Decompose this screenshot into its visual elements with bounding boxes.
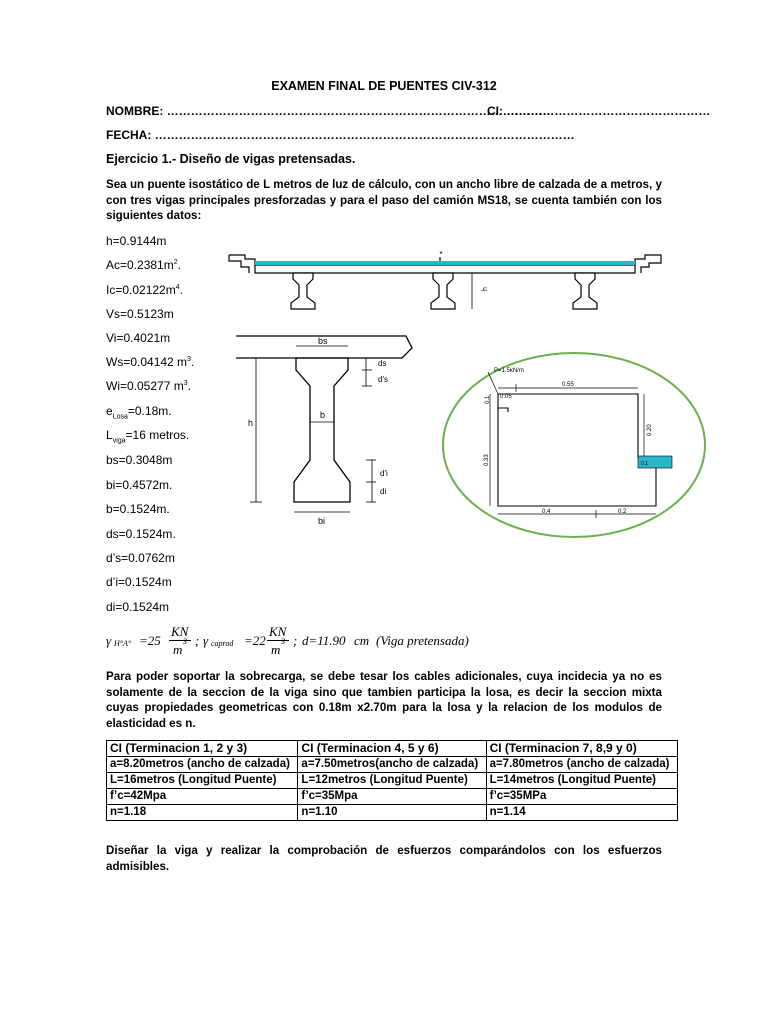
table-cell: f’c=35Mpa — [298, 789, 486, 805]
label-ds: ds — [378, 359, 387, 368]
data-wi: Wi=0.05277 $m^3$. — [106, 379, 191, 393]
depth-label: h — [482, 287, 489, 291]
table-cell: L=12metros (Longitud Puente) — [298, 773, 486, 789]
exercise-heading: Ejercicio 1.- Diseño de vigas pretensadas. — [106, 152, 356, 166]
label-h: h — [248, 418, 254, 428]
data-lviga: $L_{viga}=16$ metros. — [106, 428, 190, 445]
exercise-intro: Sea un puente isostático de L metros de luz de cálculo, con un ancho libre de calzada de a metros, y con tres vigas principales presforzadas y para el paso del camión MS18, se cuenta también con los siguientes datos: — [106, 178, 662, 222]
table-cell: L=16metros (Longitud Puente) — [107, 773, 298, 789]
load-label: P=1.5kN/m — [494, 368, 524, 374]
dim-02: 0.2 — [618, 509, 627, 515]
data-ws: Ws=0.04142 $m^3$. — [106, 355, 195, 369]
data-d-i: d’i=0.1524m — [106, 575, 172, 589]
data-b: b=0.1524m. — [106, 502, 170, 516]
table-cell: n=1.18 — [107, 805, 298, 821]
table-row — [107, 757, 678, 773]
right-curb — [641, 259, 661, 273]
wearing-surface — [255, 261, 635, 265]
dim-04: 0.4 — [542, 509, 551, 515]
girder-left — [291, 273, 315, 309]
table-header-cell: CI (Terminacion 4, 5 y 6) — [298, 741, 486, 757]
closing-instruction: Diseñar la viga y realizar la comprobación de esfuerzos comparándolos con los esfuerzos admisibles. — [106, 844, 662, 873]
table-row — [107, 773, 678, 789]
data-vi: Vi=0.4021m — [106, 331, 171, 345]
data-vs: Vs=0.5123m — [106, 307, 174, 321]
table-header-row — [107, 741, 678, 757]
curb-detail-figure — [438, 348, 710, 542]
data-ds: ds=0.1524m. — [106, 527, 176, 541]
label-d-s: d's — [378, 375, 388, 384]
label-d-i: d'i — [380, 469, 388, 478]
water-dim: 0.1 — [641, 461, 648, 467]
table-cell: f’c=42Mpa — [107, 789, 298, 805]
girder-middle — [431, 273, 455, 309]
data-d-s: d’s=0.0762m — [106, 551, 175, 565]
curb-outline — [498, 394, 656, 506]
data-h: h=0.9144m — [106, 234, 167, 248]
table-header-cell: CI (Terminacion 7, 8,9 y 0) — [486, 741, 677, 757]
ci-field: CI: …………………………………………… — [487, 104, 711, 118]
table-row — [107, 789, 678, 805]
table-cell: a=8.20metros (ancho de calzada) — [107, 757, 298, 773]
data-elosa: $e_{Losa}=0.18m$. — [106, 404, 172, 421]
data-bi: bi=0.4572m. — [106, 478, 173, 492]
table-cell: a=7.80metros (ancho de calzada) — [486, 757, 677, 773]
page-title: EXAMEN FINAL DE PUENTES CIV-312 — [271, 79, 497, 93]
dim-033: 0.33 — [484, 454, 490, 466]
girder-right — [573, 273, 597, 309]
table-header-cell: CI (Terminacion 1, 2 y 3) — [107, 741, 298, 757]
nombre-field: NOMBRE: …………………………………………………………………………………… — [106, 104, 551, 118]
slab-mark: * — [439, 250, 443, 259]
table-cell: a=7.50metros(ancho de calzada) — [298, 757, 486, 773]
dim-005: 0.05 — [500, 394, 512, 400]
label-bs: bs — [318, 336, 328, 346]
girder-section-figure — [226, 330, 426, 530]
left-curb — [229, 255, 249, 273]
table-cell: f’c=35MPa — [486, 789, 677, 805]
table-cell: n=1.10 — [298, 805, 486, 821]
table-row — [107, 805, 678, 821]
dim-055: 0.55 — [562, 382, 574, 388]
label-di: di — [380, 487, 387, 496]
label-b: b — [320, 410, 326, 420]
composite-section-paragraph: Para poder soportar la sobrecarga, se debe tesar los cables adicionales, cuya incidecia ya no es solamente de la seccion de la viga sino que tambien participa la losa, es decir la seccion mixta cuyas propiedades geometricas con 0.18m x2.70m para la losa y la relacion de los modulos de elasticidad es n. — [106, 670, 662, 730]
highlight-ellipse — [443, 353, 705, 537]
ci-options-table — [106, 740, 678, 821]
data-bs: bs=0.3048m — [106, 453, 173, 467]
data-ic: $Ic=0.02122m^4$. — [106, 283, 183, 297]
data-di: di=0.1524m — [106, 600, 170, 614]
data-ac: $Ac=0.2381m^2$. — [106, 258, 181, 272]
girder-outline — [294, 358, 350, 502]
table-cell: n=1.14 — [486, 805, 677, 821]
dim-01: 0.1 — [485, 395, 491, 404]
dim-020: 0.20 — [647, 424, 653, 436]
fecha-field: FECHA: …………………………………………………………………………………………… — [106, 128, 575, 142]
bridge-cross-section-figure — [225, 245, 665, 325]
label-bi: bi — [318, 516, 326, 526]
table-cell: L=14metros (Longitud Puente) — [486, 773, 677, 789]
